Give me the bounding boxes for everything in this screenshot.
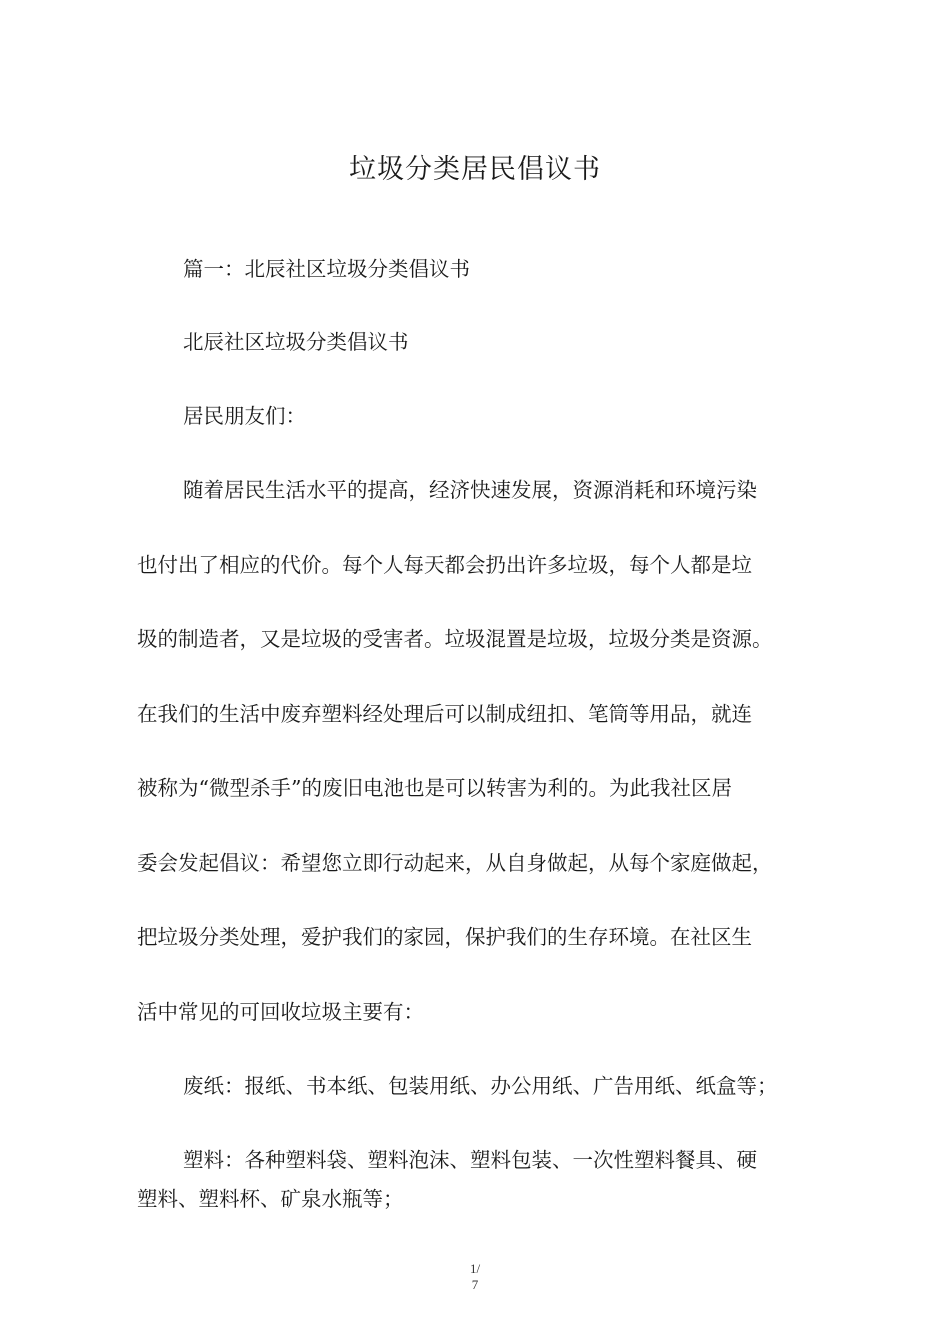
paragraph-line: 活中常见的可回收垃圾主要有： — [137, 1000, 424, 1024]
page-number-top: 1/ — [469, 1261, 481, 1276]
page-number-bottom: 7 — [471, 1277, 479, 1292]
paragraph-line: 随着居民生活水平的提高，经济快速发展，资源消耗和环境污染 — [183, 478, 757, 502]
paragraph-line: 委会发起倡议：希望您立即行动起来，从自身做起，从每个家庭做起， — [137, 851, 773, 875]
paragraph-line: 在我们的生活中废弃塑料经处理后可以制成纽扣、笔筒等用品，就连 — [137, 702, 752, 726]
document-title: 垃圾分类居民倡议书 — [349, 154, 601, 185]
list-item-plastic-cont: 塑料、塑料杯、矿泉水瓶等； — [137, 1187, 404, 1211]
paragraph-line: 圾的制造者，又是垃圾的受害者。垃圾混置是垃圾，垃圾分类是资源。 — [137, 627, 773, 651]
list-item-paper: 废纸：报纸、书本纸、包装用纸、办公用纸、广告用纸、纸盒等； — [183, 1074, 778, 1098]
paragraph-line: 也付出了相应的代价。每个人每天都会扔出许多垃圾，每个人都是垃 — [137, 553, 752, 577]
section-heading: 篇一：北辰社区垃圾分类倡议书 — [183, 257, 470, 281]
salutation-line: 居民朋友们： — [183, 404, 306, 428]
paragraph-line: 被称为“微型杀手”的废旧电池也是可以转害为利的。为此我社区居 — [137, 776, 732, 800]
subtitle-line: 北辰社区垃圾分类倡议书 — [183, 330, 409, 354]
paragraph-line: 把垃圾分类处理，爱护我们的家园，保护我们的生存环境。在社区生 — [137, 925, 752, 949]
list-item-plastic: 塑料：各种塑料袋、塑料泡沫、塑料包装、一次性塑料餐具、硬 — [183, 1148, 757, 1172]
